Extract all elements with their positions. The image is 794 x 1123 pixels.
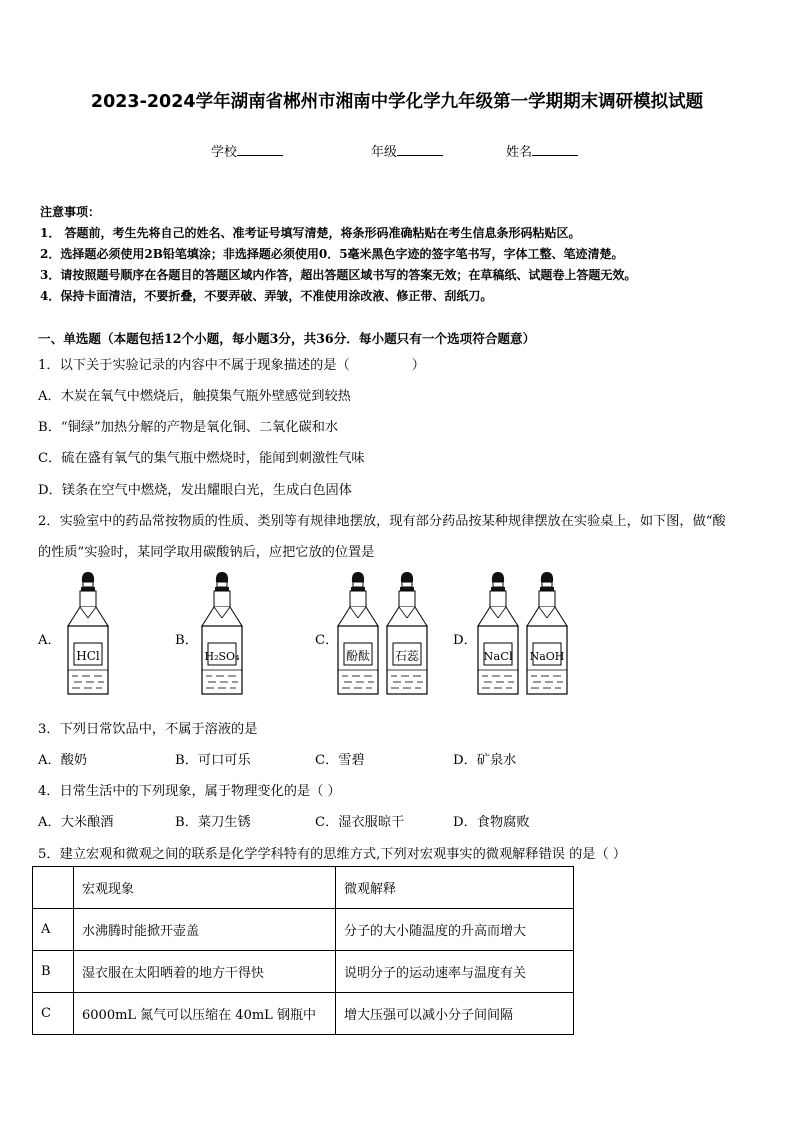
q1-option-b: B．“铜绿”加热分解的产物是氧化铜、二氧化碳和水: [38, 420, 339, 435]
school-label: 学校: [211, 145, 238, 160]
q1-option-a: A．木炭在氧气中燃烧后，触摸集气瓶外壁感觉到较热: [38, 389, 351, 404]
q3-option-a: A．酸奶: [38, 753, 88, 768]
q3-option-b: B．可口可乐: [175, 753, 251, 768]
grade-label: 年级: [371, 145, 398, 160]
q4-option-c: C．湿衣服晾干: [315, 815, 405, 830]
q2-bottles-figure: [0, 570, 794, 700]
notice-item-2: 2．选择题必须使用2B铅笔填涂；非选择题必须使用0．5毫米黑色字迹的签字笔书写，字体工整、笔迹清楚。: [40, 247, 624, 261]
q3-option-c: C．雪碧: [315, 753, 365, 768]
q2-option-b-letter: B．: [175, 633, 198, 648]
q4-option-d: D．食物腐败: [453, 815, 530, 830]
table-row: [33, 993, 574, 1035]
q4-stem: 4．日常生活中的下列现象，属于物理变化的是（ ）: [38, 784, 341, 799]
bottle-naoh: [527, 572, 567, 694]
table-cell: 说明分子的运动速率与温度有关: [336, 951, 574, 993]
bottle-h2so4: [202, 572, 242, 694]
table-row: [33, 909, 574, 951]
q1-stem-close: ）: [411, 358, 425, 373]
table-cell: 湿衣服在太阳晒着的地方干得快: [74, 951, 336, 993]
bottle-hcl: [68, 572, 108, 694]
table-cell: 水沸腾时能掀开壶盖: [74, 909, 336, 951]
table-cell: 6000mL 氮气可以压缩在 40mL 钢瓶中: [74, 993, 336, 1035]
q2-stem-line2: 的性质”实验时，某同学取用碳酸钠后，应把它放的位置是: [38, 545, 375, 560]
q2-option-c-letter: C．: [315, 633, 339, 648]
table-cell: A: [33, 909, 74, 951]
name-label: 姓名: [506, 145, 533, 160]
table-cell: 增大压强可以减小分子间间隔: [336, 993, 574, 1035]
q2-option-d-letter: D．: [453, 633, 477, 648]
bottle-naoh-label: NaOH: [529, 650, 565, 663]
q4-option-a: A．大米酿酒: [38, 815, 114, 830]
bottle-phenolphthalein-label: 酚酞: [345, 649, 371, 663]
q3-stem: 3．下列日常饮品中，不属于溶液的是: [38, 722, 258, 737]
name-blank[interactable]: [532, 143, 578, 156]
q1-option-c: C．硫在盛有氧气的集气瓶中燃烧时，能闻到刺激性气味: [38, 451, 365, 466]
q2-stem-line1: 2．实验室中的药品常按物质的性质、类别等有规律地摆放，现有部分药品按某种规律摆放在实验桌上，如下图，做“酸: [38, 514, 726, 529]
school-blank[interactable]: [237, 143, 283, 156]
bottle-litmus-label: 石蕊: [394, 649, 420, 663]
table-header-cell: [33, 867, 74, 909]
table-header-cell: 微观解释: [336, 867, 574, 909]
bottle-nacl-label: NaCl: [483, 649, 513, 663]
q5-stem: 5．建立宏观和微观之间的联系是化学学科特有的思维方式,下列对宏观事实的微观解释错误 的是（ ）: [38, 847, 627, 862]
q5-table: [32, 866, 574, 1035]
school-field[interactable]: [211, 141, 283, 160]
q1-stem-text: 1．以下关于实验记录的内容中不属于现象描述的是（: [38, 358, 350, 373]
table-header-cell: 宏观现象: [74, 867, 336, 909]
name-field[interactable]: [506, 141, 578, 160]
q1-option-d: D．镁条在空气中燃烧，发出耀眼白光，生成白色固体: [38, 483, 352, 498]
table-cell: B: [33, 951, 74, 993]
q4-option-b: B．菜刀生锈: [175, 815, 251, 830]
notice-heading: 注意事项：: [40, 205, 101, 219]
grade-field[interactable]: [371, 141, 443, 160]
q2-option-a-letter: A．: [38, 633, 61, 648]
notice-item-1: 1． 答题前，考生先将自己的姓名、准考证号填写清楚，将条形码准确粘贴在考生信息条形码粘贴区。: [40, 226, 581, 240]
grade-blank[interactable]: [397, 143, 443, 156]
q1-stem: [38, 354, 425, 373]
bottle-phenolphthalein: [338, 572, 378, 694]
table-cell: 分子的大小随温度的升高而增大: [336, 909, 574, 951]
bottle-h2so4-label: H₂SO₄: [204, 650, 240, 663]
notice-item-4: 4．保持卡面清洁，不要折叠，不要弄破、弄皱，不准使用涂改液、修正带、刮纸刀。: [40, 289, 493, 303]
bottle-litmus: [387, 572, 427, 694]
bottle-hcl-label: HCl: [76, 649, 100, 663]
bottle-nacl: [478, 572, 518, 694]
table-cell: C: [33, 993, 74, 1035]
q3-option-d: D．矿泉水: [453, 753, 517, 768]
notice-item-3: 3．请按照题号顺序在各题目的答题区域内作答，超出答题区域书写的答案无效；在草稿纸、试题卷上答题无效。: [40, 268, 637, 282]
table-header-row: [33, 867, 574, 909]
table-row: [33, 951, 574, 993]
page-title: 2023-2024学年湖南省郴州市湘南中学化学九年级第一学期期末调研模拟试题: [90, 92, 704, 112]
section-heading: 一、单选题（本题包括12个小题，每小题3分，共36分．每小题只有一个选项符合题意）: [38, 331, 536, 346]
